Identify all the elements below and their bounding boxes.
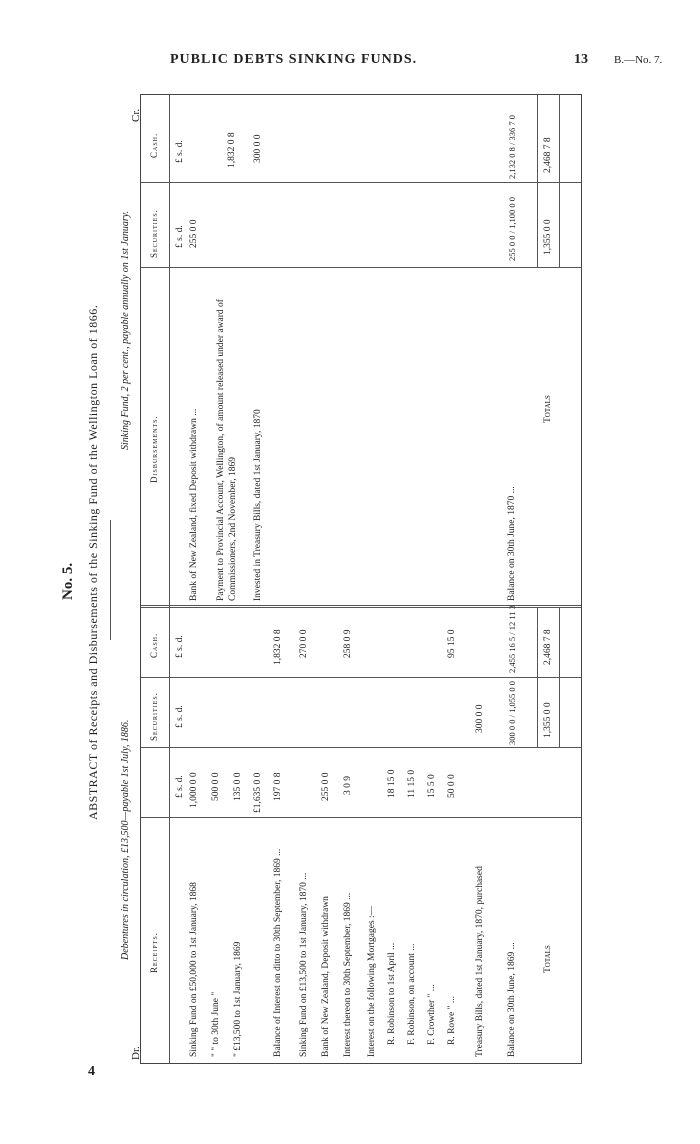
total-rule bbox=[537, 608, 538, 747]
col-divider bbox=[141, 182, 581, 183]
total-rule bbox=[559, 608, 560, 747]
receipt-amount: 500 0 0 bbox=[211, 772, 221, 801]
receipt-amount: 15 5 0 bbox=[427, 774, 437, 798]
receipt-row: F. Robinson, on account ... bbox=[407, 943, 417, 1045]
receipt-row: Interest on the following Mortgages :— bbox=[367, 905, 377, 1057]
receipt-cash: 258 0 9 bbox=[343, 629, 353, 658]
disbursement-securities-total: 1,355 0 0 bbox=[543, 219, 553, 255]
left-page-number: 4 bbox=[88, 1064, 95, 1079]
receipt-row: Bank of New Zealand, Deposit withdrawn bbox=[321, 896, 331, 1057]
disbursement-cash: 300 0 0 bbox=[253, 134, 263, 163]
disbursement-cash: 1,832 0 8 bbox=[227, 132, 237, 168]
receipt-amount: 255 0 0 bbox=[321, 772, 331, 801]
subtitle-right: Sinking Fund, 2 per cent., payable annually on 1st January. bbox=[120, 210, 131, 450]
receipt-row: Balance on 30th June, 1869 ... bbox=[507, 942, 517, 1057]
receipt-amount: 3 0 9 bbox=[343, 776, 353, 795]
receipt-amount: 1,000 0 0 bbox=[189, 772, 199, 808]
receipt-row: F. Crowther " ... bbox=[427, 984, 437, 1045]
table-title: ABSTRACT of Receipts and Disbursements of the Sinking Fund of the Wellington Loan of 1866. bbox=[86, 304, 100, 820]
securities-header-right: Securities. bbox=[149, 209, 159, 258]
receipt-securities: 300 0 0 / 1,055 0 0 bbox=[507, 681, 517, 745]
disbursement-cash: 2,132 0 8 / 336 7 0 bbox=[507, 115, 517, 179]
running-header-title: PUBLIC DEBTS SINKING FUNDS. bbox=[170, 52, 418, 67]
receipt-cash: 270 0 0 bbox=[299, 629, 309, 658]
receipt-amount: 11 15 0 bbox=[407, 769, 417, 798]
receipt-row: Sinking Fund on £13,500 to 1st January, 1870 ... bbox=[299, 872, 309, 1057]
receipt-row: R. Rowe " ... bbox=[447, 995, 457, 1045]
lsd-label: £ s. d. bbox=[175, 225, 185, 248]
receipts-header: Receipts. bbox=[149, 932, 159, 973]
receipt-subtotal: £1,635 0 0 bbox=[253, 772, 263, 813]
header-rule bbox=[169, 95, 170, 1063]
disbursement-totals: Totals bbox=[543, 395, 553, 423]
disbursement-row: Balance on 30th June, 1870 ... bbox=[507, 486, 517, 601]
receipt-row: " £13,500 to 1st January, 1869 bbox=[233, 941, 243, 1057]
receipt-totals: Totals bbox=[543, 945, 553, 973]
securities-header: Securities. bbox=[149, 692, 159, 741]
receipt-amount: 135 0 0 bbox=[233, 772, 243, 801]
receipt-amount: 197 0 8 bbox=[273, 772, 283, 801]
document-reference: B.—No. 7. bbox=[614, 54, 663, 66]
col-divider bbox=[141, 817, 581, 818]
lsd-label: £ s. d. bbox=[175, 635, 185, 658]
receipt-cash: 95 15 0 bbox=[447, 629, 457, 658]
receipt-amount: 50 0 0 bbox=[447, 774, 457, 798]
disbursement-row: Bank of New Zealand, fixed Deposit withdrawn ... bbox=[189, 408, 199, 601]
dr-label: Dr. bbox=[130, 1046, 142, 1060]
total-rule bbox=[537, 95, 538, 267]
subtitle-left: Debentures in circulation, £13,500—payable 1st July, 1886. bbox=[120, 719, 131, 960]
sinking-fund-table bbox=[140, 94, 582, 1064]
receipt-row: " " to 30th June " bbox=[211, 991, 221, 1057]
receipt-amount: 18 15 0 bbox=[387, 769, 397, 798]
title-rule bbox=[110, 520, 111, 640]
cash-header: Cash. bbox=[149, 632, 159, 658]
table-number: No. 5. bbox=[60, 562, 76, 600]
page-number: 13 bbox=[574, 52, 588, 67]
total-rule bbox=[559, 95, 560, 267]
col-divider bbox=[141, 267, 581, 268]
disbursement-securities: 255 0 0 / 1,100 0 0 bbox=[507, 197, 517, 261]
col-divider bbox=[141, 677, 581, 678]
disbursement-securities: 255 0 0 bbox=[189, 219, 199, 248]
receipt-securities-total: 1,355 0 0 bbox=[543, 702, 553, 738]
receipt-row: Sinking Fund on £50,000 to 1st January, 1868 bbox=[189, 882, 199, 1057]
receipt-row: Interest thereon to 30th September, 1869 ... bbox=[343, 892, 353, 1057]
receipt-row: Treasury Bills, dated 1st January, 1870, purchased bbox=[475, 866, 485, 1057]
disbursements-header: Disbursements. bbox=[149, 415, 159, 483]
lsd-label: £ s. d. bbox=[175, 705, 185, 728]
rotated-table-page bbox=[40, 90, 600, 1070]
receipt-securities: 300 0 0 bbox=[475, 704, 485, 733]
receipt-cash: 2,455 16 5 / 12 11 3 bbox=[507, 605, 517, 673]
disbursement-row: Invested in Treasury Bills, dated 1st January, 1870 bbox=[253, 409, 263, 601]
disbursement-cash-total: 2,468 7 8 bbox=[543, 137, 553, 173]
lsd-label: £ s. d. bbox=[175, 775, 185, 798]
receipt-cash: 1,832 0 8 bbox=[273, 629, 283, 665]
disbursement-row: Payment to Provincial Account, Wellington, of amount released under award of Commissioners, 2nd November, 1869 bbox=[216, 299, 238, 601]
receipt-row: R. Robinson to 1st April ... bbox=[387, 942, 397, 1045]
receipt-cash-total: 2,468 7 8 bbox=[543, 629, 553, 665]
cash-header-right: Cash. bbox=[149, 132, 159, 158]
col-divider bbox=[141, 747, 581, 748]
receipt-row: Balance of Interest on ditto to 30th September, 1869 ... bbox=[273, 848, 283, 1057]
lsd-label: £ s. d. bbox=[175, 140, 185, 163]
cr-label: Cr. bbox=[130, 108, 142, 122]
